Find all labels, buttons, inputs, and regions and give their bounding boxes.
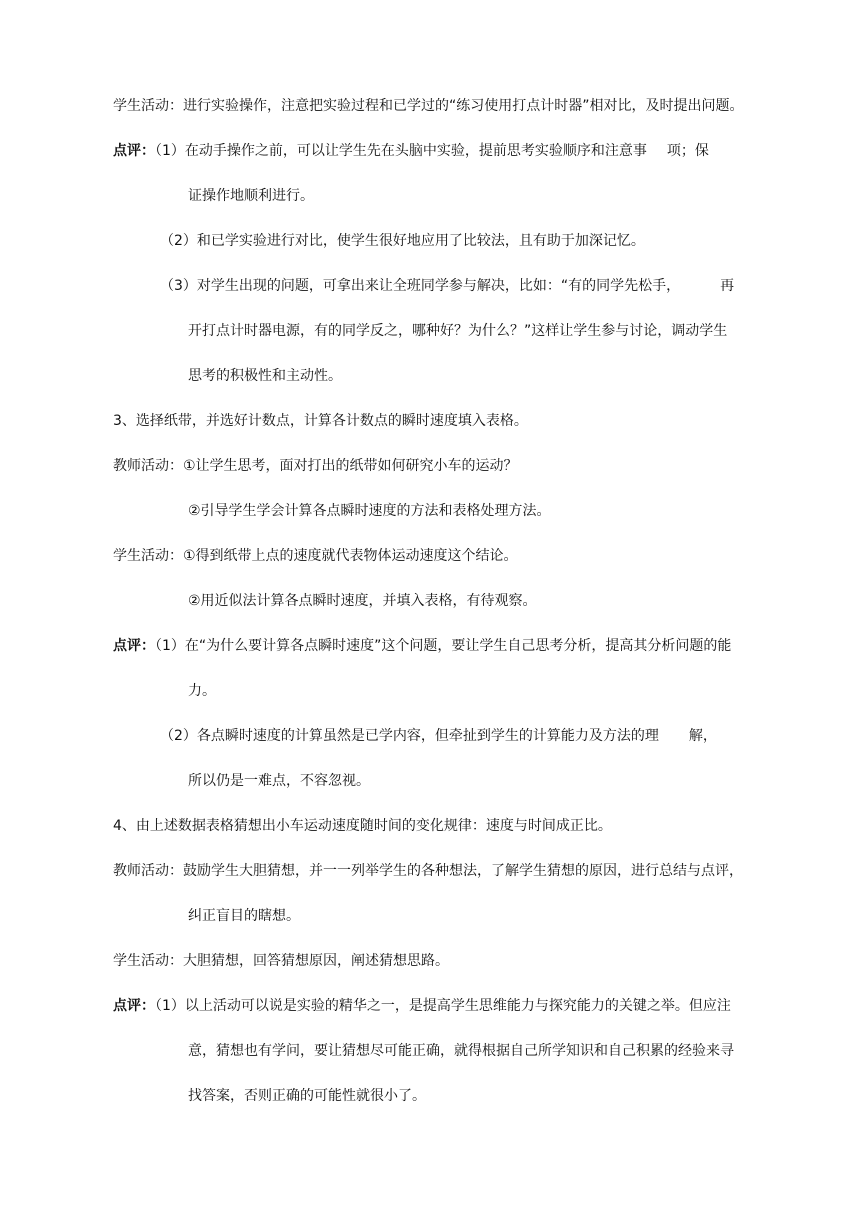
comment-label: 点评： xyxy=(113,998,155,1014)
comment-text: （1）在动手操作之前，可以让学生先在头脑中实验，提前思考实验顺序和注意事 xyxy=(155,143,647,159)
student-activity-3-line-2: ②用近似法计算各点瞬时速度，并填入表格，有待观察。 xyxy=(188,593,537,609)
comment-3-item-1-line-3: 找答案，否则正确的可能性就很小了。 xyxy=(188,1088,426,1104)
comment-1-item-2: （2）和已学实验进行对比，使学生很好地应用了比较法，且有助于加深记忆。 xyxy=(160,233,645,249)
comment-1-item-3-line-3: 思考的积极性和主动性。 xyxy=(188,368,342,384)
comment-text-tail: 项；保 xyxy=(666,143,709,159)
comment-1-item-1-line-2: 证操作地顺利进行。 xyxy=(188,188,314,204)
comment-2-item-1-line-1 xyxy=(113,636,731,656)
comment-text-tail: 解， xyxy=(688,728,717,744)
paragraph-student-activity-1: 学生活动：进行实验操作，注意把实验过程和已学过的“练习使用打点计时器”相对比，及时提出问题。 xyxy=(113,98,744,114)
comment-label: 点评： xyxy=(113,143,155,159)
comment-1-item-1-line-1 xyxy=(113,141,709,161)
comment-1-item-3-line-2: 开打点计时器电源，有的同学反之，哪种好？为什么？”这样让学生参与讨论，调动学生 xyxy=(188,323,728,339)
comment-3-item-1-line-2: 意，猜想也有学问，要让猜想尽可能正确，就得根据自己所学知识和自己积累的经验来寻 xyxy=(188,1043,734,1059)
section-3-heading: 3、选择纸带，并选好计数点，计算各计数点的瞬时速度填入表格。 xyxy=(113,413,528,429)
teacher-activity-3-line-2: ②引导学生学会计算各点瞬时速度的方法和表格处理方法。 xyxy=(188,503,551,519)
comment-1-item-3-line-1 xyxy=(160,276,734,296)
comment-3-item-1-line-1 xyxy=(113,996,731,1016)
section-4-heading: 4、由上述数据表格猜想出小车运动速度随时间的变化规律：速度与时间成正比。 xyxy=(113,818,612,834)
comment-label: 点评： xyxy=(113,638,155,654)
comment-2-item-2-line-2: 所以仍是一难点，不容忽视。 xyxy=(188,773,370,789)
teacher-activity-3-line-1: 教师活动：①让学生思考，面对打出的纸带如何研究小车的运动？ xyxy=(113,458,518,474)
teacher-activity-4-line-2: 纠正盲目的瞎想。 xyxy=(188,908,300,924)
comment-2-item-2-line-1 xyxy=(160,726,717,746)
comment-2-item-1-line-2: 力。 xyxy=(188,683,216,699)
comment-text: （1）以上活动可以说是实验的精华之一，是提高学生思维能力与探究能力的关键之举。但应注 xyxy=(155,998,731,1014)
comment-text-tail: 再 xyxy=(720,278,735,294)
teacher-activity-4-line-1: 教师活动：鼓励学生大胆猜想，并一一列举学生的各种想法，了解学生猜想的原因，进行总结与点评， xyxy=(113,863,743,879)
comment-text: （1）在“为什么要计算各点瞬时速度”这个问题，要让学生自己思考分析，提高其分析问题的能 xyxy=(155,638,732,654)
student-activity-4: 学生活动：大胆猜想，回答猜想原因，阐述猜想思路。 xyxy=(113,953,449,969)
comment-text: （3）对学生出现的问题，可拿出来让全班同学参与解决，比如：“有的同学先松手， xyxy=(160,278,681,294)
comment-text: （2）各点瞬时速度的计算虽然是已学内容，但牵扯到学生的计算能力及方法的理 xyxy=(160,728,659,744)
student-activity-3-line-1: 学生活动：①得到纸带上点的速度就代表物体运动速度这个结论。 xyxy=(113,548,518,564)
